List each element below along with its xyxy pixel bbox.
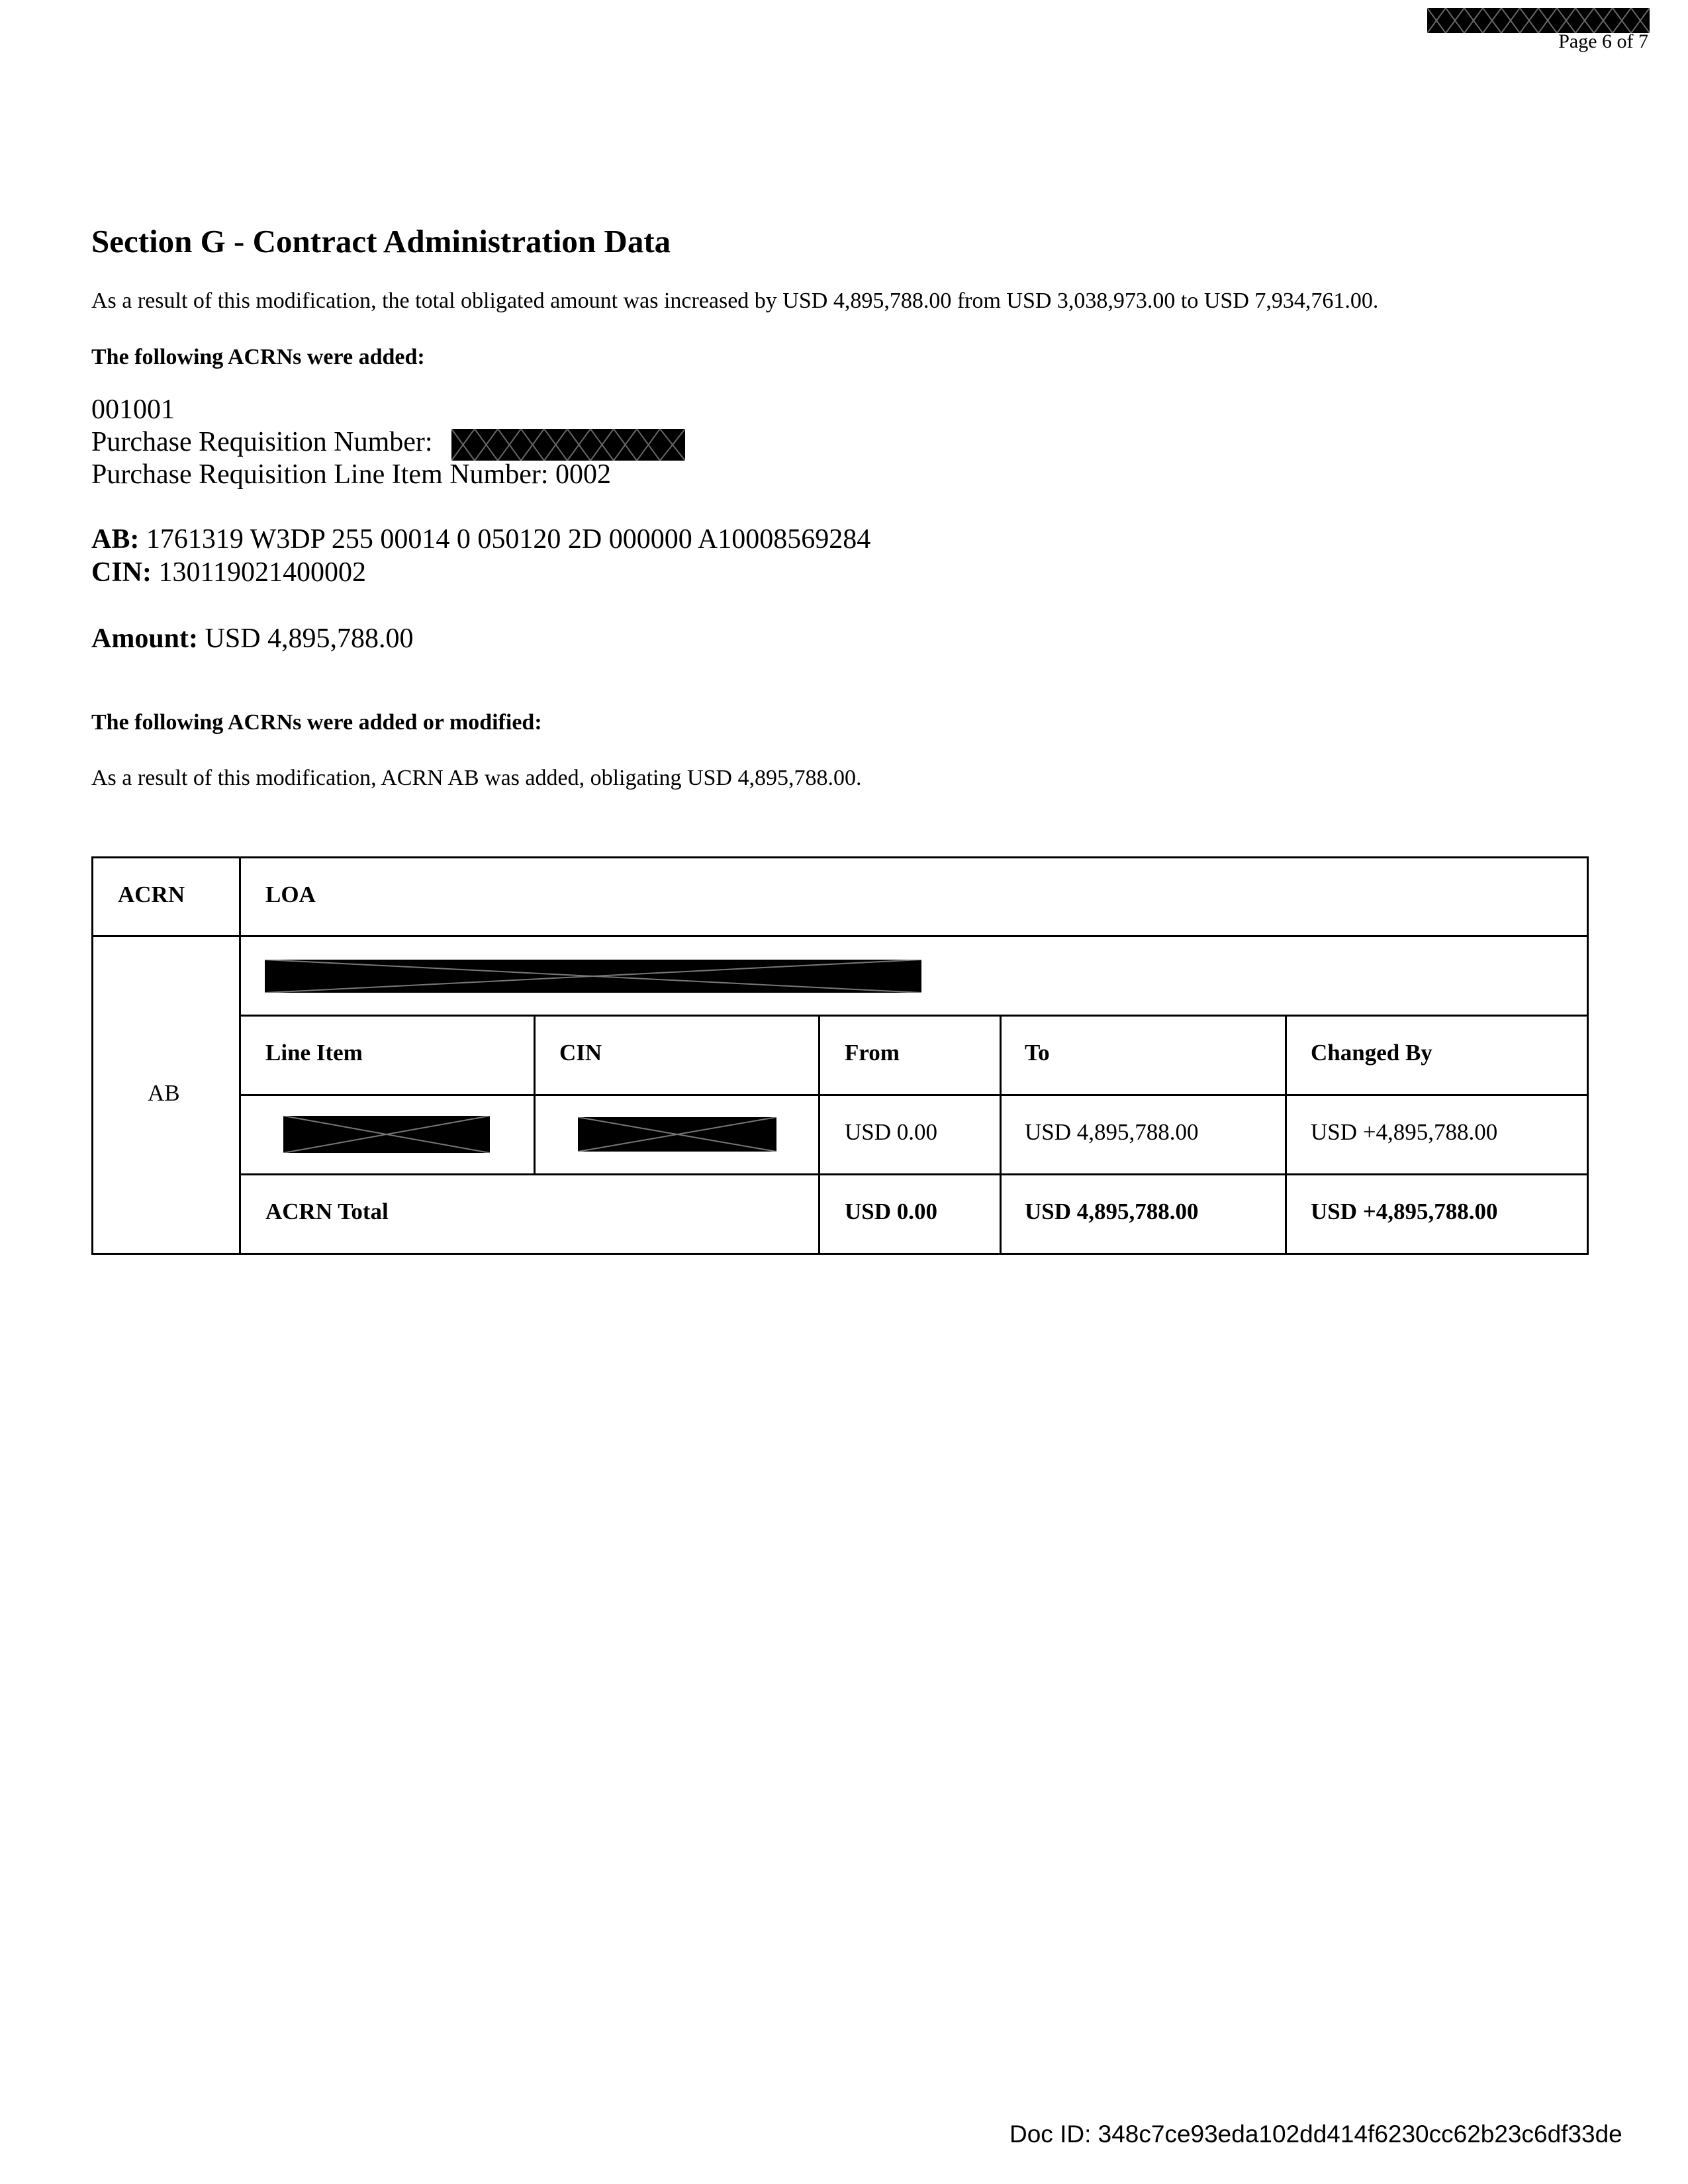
doc-id: Doc ID: 348c7ce93eda102dd414f6230cc62b23c6df33de xyxy=(1009,2120,1622,2148)
acrn-value: AB xyxy=(148,1080,180,1106)
redaction-block-pr-number xyxy=(451,429,685,461)
table-rule xyxy=(240,1173,1589,1175)
cin-value: 130119021400002 xyxy=(158,557,366,588)
redaction-block-header xyxy=(1427,8,1650,33)
col-to: To xyxy=(1025,1040,1050,1066)
col-line-item: Line Item xyxy=(265,1040,363,1066)
table-border-left xyxy=(91,856,93,1255)
table-rule xyxy=(240,1094,1589,1096)
table-rule xyxy=(1285,1015,1287,1255)
col-from: From xyxy=(845,1040,900,1066)
acrns-modified-heading: The following ACRNs were added or modified: xyxy=(91,710,542,735)
ab-label: AB: xyxy=(91,524,140,555)
table-rule xyxy=(239,856,241,1255)
table-header-acrn: ACRN xyxy=(118,882,185,907)
total-from: USD 0.00 xyxy=(845,1199,938,1224)
table-rule xyxy=(91,935,240,937)
amount-value: USD 4,895,788.00 xyxy=(205,623,414,654)
row-from: USD 0.00 xyxy=(845,1119,938,1145)
table-border-top xyxy=(91,856,1589,858)
redaction-block-line-item xyxy=(283,1116,490,1153)
total-to: USD 4,895,788.00 xyxy=(1025,1199,1199,1224)
table-rule xyxy=(1000,1015,1002,1255)
obligation-summary: As a result of this modification, the total obligated amount was increased by USD 4,895,788.00 from USD 3,038,973.00 to USD 7,934,761.00. xyxy=(91,289,1379,313)
section-title: Section G - Contract Administration Data xyxy=(91,223,671,259)
redaction-block-cin xyxy=(578,1117,776,1152)
total-changed-by: USD +4,895,788.00 xyxy=(1311,1199,1498,1224)
table-rule xyxy=(240,935,1589,937)
page-number: Page 6 of 7 xyxy=(1558,30,1648,52)
cin-line xyxy=(91,556,366,589)
ab-value: 1761319 W3DP 255 00014 0 050120 2D 000000 A10008569284 xyxy=(146,524,871,555)
amount-line xyxy=(91,622,414,655)
amount-label: Amount: xyxy=(91,623,199,654)
row-changed-by: USD +4,895,788.00 xyxy=(1311,1119,1498,1145)
table-border-right xyxy=(1587,856,1589,1255)
table-rule xyxy=(534,1015,536,1173)
col-changed-by: Changed By xyxy=(1311,1040,1432,1066)
pr-line-item-number: Purchase Requisition Line Item Number: 0002 xyxy=(91,459,612,490)
row-to: USD 4,895,788.00 xyxy=(1025,1119,1199,1145)
pr-number-label: Purchase Requisition Number: xyxy=(91,427,433,457)
acrns-added-heading: The following ACRNs were added: xyxy=(91,345,425,369)
acrns-modified-text: As a result of this modification, ACRN AB was added, obligating USD 4,895,788.00. xyxy=(91,766,862,790)
table-header-loa: LOA xyxy=(265,882,316,907)
table-rule xyxy=(240,1015,1589,1017)
cin-label: CIN: xyxy=(91,557,152,588)
table-border-bottom xyxy=(91,1253,1589,1255)
table-rule xyxy=(818,1015,820,1255)
redaction-block-loa xyxy=(265,960,921,993)
ab-line xyxy=(91,523,870,556)
col-cin: CIN xyxy=(559,1040,602,1066)
acrn-code: 001001 xyxy=(91,394,175,425)
total-label: ACRN Total xyxy=(265,1199,389,1224)
